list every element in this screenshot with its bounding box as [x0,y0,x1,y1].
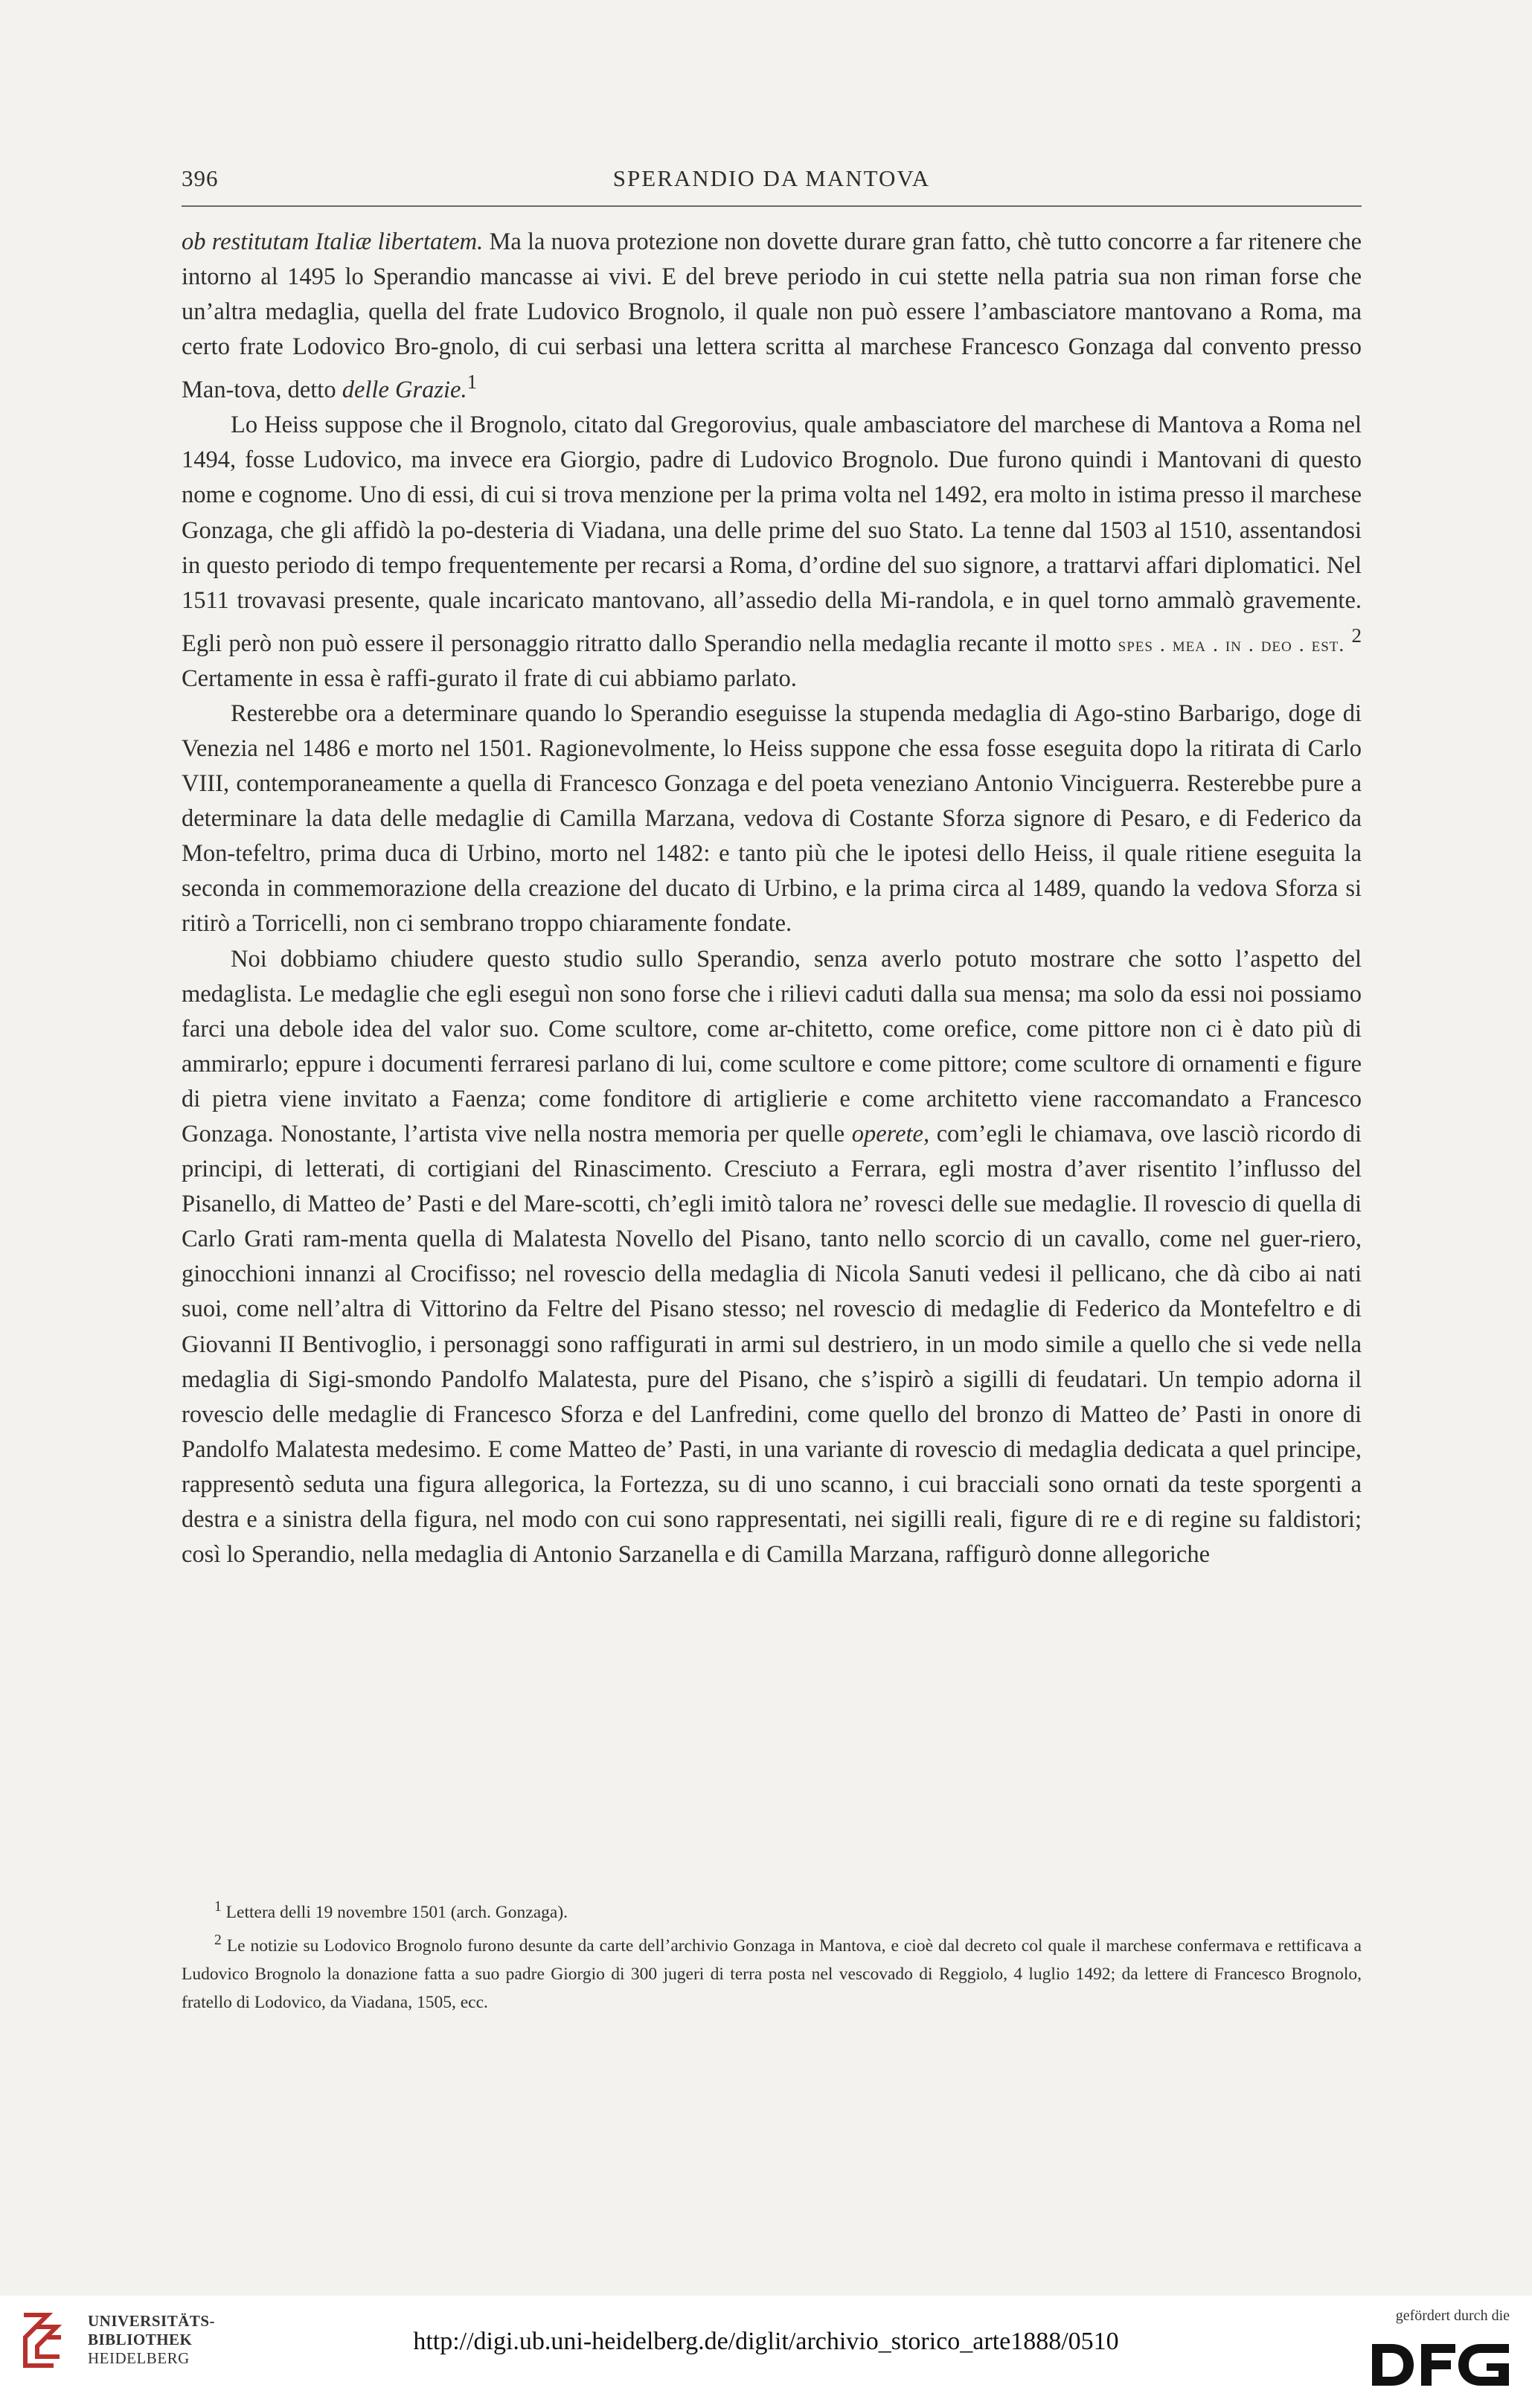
library-name-line: BIBLIOTHEK [88,2331,193,2348]
paragraph-1 [182,225,1362,408]
footnote-ref: 1 [467,371,478,394]
footnotes [182,1893,1362,2017]
header-rule [182,205,1362,207]
italic-phrase: ob restitutam Italiæ libertatem. [182,228,484,255]
paragraph-text: Noi dobbiamo chiudere questo studio sullo Sperandio, senza averlo potuto mostrare che sotto l’aspetto del medaglista. Le medaglie che egli eseguì non sono forse che i rilievi caduti dalla sua mensa; ma solo da essi noi possiamo farci una debole idea del valor suo. Come scultore, come ar-chitetto, come orefice, come pittore non ci è dato più di ammirarlo; eppure i documenti ferraresi parlano di lui, come scultore e come pittore; come scultore di ornamenti e figure di pietra viene invitato a Faenza; come fonditore di artiglierie e come architetto viene raccomandato a Francesco Gonzaga. Nonostante, l’artista vive nella nostra memoria per quelle [182,945,1362,1147]
paragraph-3: Resterebbe ora a determinare quando lo Sperandio eseguisse la stupenda medaglia di Ago-stino Barbarigo, doge di Venezia nel 1486 e morto nel 1501. Ragionevolmente, lo Heiss suppone che essa fosse eseguita dopo la ritirata di Carlo VIII, contemporaneamente a quella di Francesco Gonzaga e del poeta veneziano Antonio Vinciguerra. Resterebbe pure a determinare la data delle medaglie di Camilla Marzana, vedova di Costante Sforza signore di Pesaro, e di Federico da Mon-tefeltro, prima duca di Urbino, morto nel 1482: e tanto più che le ipotesi dello Heiss, il quale ritiene eseguita la seconda in commemorazione della creazione del ducato di Urbino, e la prima circa al 1489, quando la vedova Sforza si ritirò a Torricelli, non ci sembrano troppo chiaramente fondate. [182,699,1362,938]
paragraph-text: Ma la nuova protezione non dovette durare gran fatto, chè tutto concorre a far ritenere che intorno al 1495 lo Sperandio mancasse ai vivi. E del breve periodo in cui stette nella patria sua non riman forse che un’altra medaglia, quella del frate Ludovico Brognolo, il quale non può essere l’ambasciatore mantovano a Roma, ma certo frate Lodovico Bro-gnolo, di cui serbasi una lettera scritta al marchese Francesco Gonzaga dal convento presso Man-tova, detto [182,228,1362,404]
page-header [182,165,1362,201]
body-text [182,225,1362,1572]
footnote-text: Le notizie su Lodovico Brognolo furono desunte da carte dell’archivio Gonzaga in Mantova, e cioè dal decreto col quale il marchese confermava e rettificava a Ludovico Brognolo la donazione fatta a suo padre Giorgio di 300 jugeri di terra posta nel vescovado di Reggiolo, 4 luglio 1492; da lettere di Francesco Brognolo, fratello di Lodovico, da Viadana, 1505, ecc. [182,1935,1362,2012]
funded-by-label: gefördert durch die [1395,2308,1510,2324]
paragraph-text: com’egli le chiamava, ove lasciò ricordo di principi, di letterati, di cortigiani del Rinascimento. Cresciuto a Ferrara, egli mostra d’aver risentito l’influsso del Pisanello, di Matteo de’ Pasti e del Mare-scotti, ch’egli imitò talora ne’ rovesci delle sue medaglie. Il rovescio di quella di Carlo Grati ram-menta quella di Malatesta Novello del Pisano, tanto nello scorcio di un cavallo, come nel guer-riero, ginocchioni innanzi al Crocifisso; nel rovescio della medaglia di Nicola Sanuti vedesi il pellicano, che dà cibo ai nati suoi, come nell’altra di Vittorino da Feltre del Pisano stesso; nel rovescio di medaglie di Federico da Montefeltro e di Giovanni II Bentivoglio, i personaggi sono raffigurati in armi sul destriero, in un modo simile a quello che si vede nella medaglia di Sigi-smondo Pandolfo Malatesta, pure del Pisano, che s’ispirò a sigilli di feudatari. Un tempio adorna il rovescio delle medaglie di Francesco Sforza e del Lanfredini, come quello del bronzo di Matteo de’ Pasti in onore di Pandolfo Malatesta medesimo. E come Matteo de’ Pasti, in una variante di rovescio di medaglia dedicata a quel principe, rappresentò seduta una figura allegorica, la Fortezza, su di uno scanno, i cui bracciali sono ornati da teste sporgenti a destra e a sinistra della figura, nel modo con cui sono rappresentati, nei sigilli reali, figure di re e di regine su faldistori; così lo Sperandio, nella medaglia di Antonio Sarzanella e di Camilla Marzana, raffigurò donne allegoriche [182,1121,1362,1569]
footnote-text: Lettera delli 19 novembre 1501 (arch. Gonzaga). [221,1902,568,1922]
footnote-ref: 2 [1351,624,1362,647]
italic-phrase: operete, [851,1121,930,1147]
permalink-url[interactable]: http://digi.ub.uni-heidelberg.de/diglit/archivio_storico_arte1888/0510 [413,2328,1119,2355]
library-name-line: UNIVERSITÄTS- [88,2312,216,2330]
footnote-1 [182,1893,1362,1927]
paragraph-text: Certamente in essa è raffi-gurato il frate di cui abbiamo parlato. [182,665,797,692]
paragraph-2 [182,408,1362,697]
italic-phrase: delle Grazie. [342,377,467,404]
footnote-2 [182,1927,1362,2017]
motto: spes . mea . in . deo . est. [1118,632,1345,656]
footnote-mark: 2 [214,1932,222,1948]
dfg-logo-icon[interactable] [1369,2341,1512,2389]
running-title: SPERANDIO DA MANTOVA [612,165,931,191]
library-name-line: HEIDELBERG [88,2349,190,2367]
paragraph-4 [182,942,1362,1573]
footnote-mark: 1 [214,1899,222,1915]
page-number: 396 [182,165,219,191]
paragraph-text: Lo Heiss suppose che il Brognolo, citato dal Gregorovius, quale ambasciatore del marchese di Mantova a Roma nel 1494, fosse Ludovico, ma invece era Giorgio, padre di Ludovico Brognolo. Due furono quindi i Mantovani di questo nome e cognome. Uno di essi, di cui si trova menzione per la prima volta nel 1492, era molto in istima presso il marchese Gonzaga, che gli affidò la po-desteria di Viadana, una delle prime del suo Stato. La tenne dal 1503 al 1510, assentandosi in questo periodo di tempo frequentemente per recarsi a Roma, d’ordine del suo signore, a trattarvi affari diplomatici. Nel 1511 trovavasi presente, quale incaricato mantovano, all’assedio della Mi-randola, e in quel torno ammalò gravemente. Egli però non può essere il personaggio ritratto dallo Sperandio nella medaglia recante il motto [182,412,1362,657]
